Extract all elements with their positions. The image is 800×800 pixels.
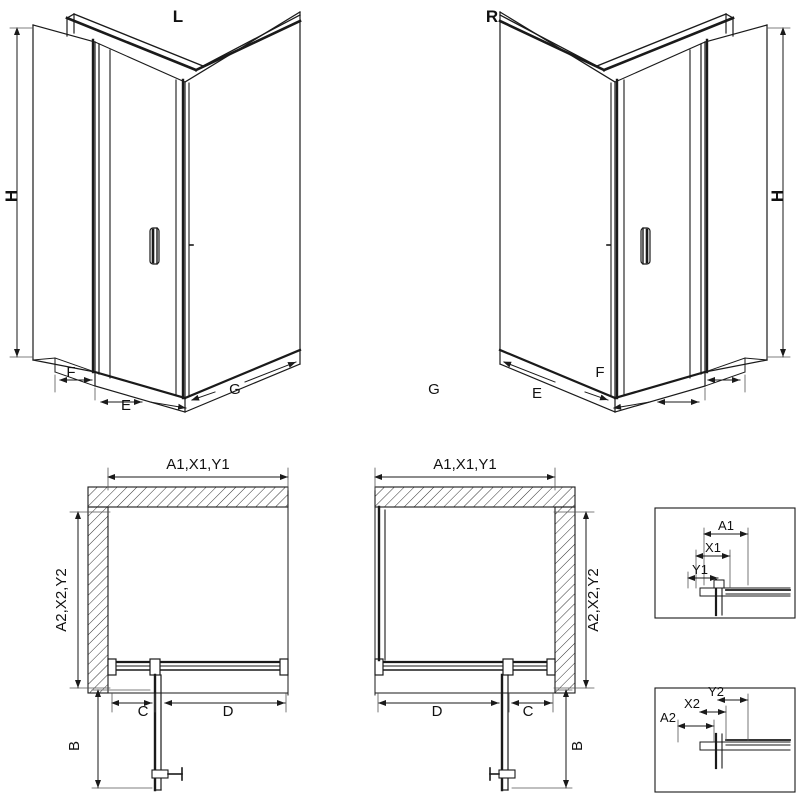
label-detail-x2: X2 (684, 696, 700, 711)
label-height-left: H (2, 189, 21, 203)
label-detail-x1: X1 (705, 540, 721, 555)
label-left-floor-f: F (66, 364, 76, 381)
view-left-isometric (10, 12, 300, 412)
label-plan-right-top-dim: A1,X1,Y1 (433, 456, 497, 473)
view-left-plan (70, 468, 288, 790)
label-detail-a1: A1 (718, 518, 734, 533)
label-right-floor-f: F (595, 364, 605, 381)
label-plan-left-side-dim: A2,X2,Y2 (53, 568, 70, 632)
label-right-floor-e: E (531, 385, 543, 402)
label-variant-right: R (485, 7, 499, 26)
label-detail-y1: Y1 (692, 562, 708, 577)
label-left-floor-e: E (120, 397, 132, 414)
label-plan-left-top-dim: A1,X1,Y1 (166, 456, 230, 473)
label-plan-left-dim-b: B (66, 740, 83, 752)
label-plan-right-dim-c: C (522, 703, 534, 720)
label-right-floor-g: G (428, 381, 440, 398)
label-plan-right-side-dim: A2,X2,Y2 (585, 568, 602, 632)
detail-bottom-box (655, 688, 795, 792)
label-detail-a2: A2 (660, 710, 676, 725)
label-plan-right-dim-d: D (431, 703, 443, 720)
view-right-plan (375, 468, 594, 790)
label-plan-left-dim-c: C (137, 703, 149, 720)
label-height-right: H (768, 189, 787, 203)
view-right-isometric (500, 12, 790, 412)
label-plan-right-dim-b: B (569, 740, 586, 752)
label-plan-left-dim-d: D (222, 703, 234, 720)
label-detail-y2: Y2 (708, 684, 724, 699)
label-left-floor-g: G (229, 381, 241, 398)
label-variant-left: L (172, 7, 184, 26)
